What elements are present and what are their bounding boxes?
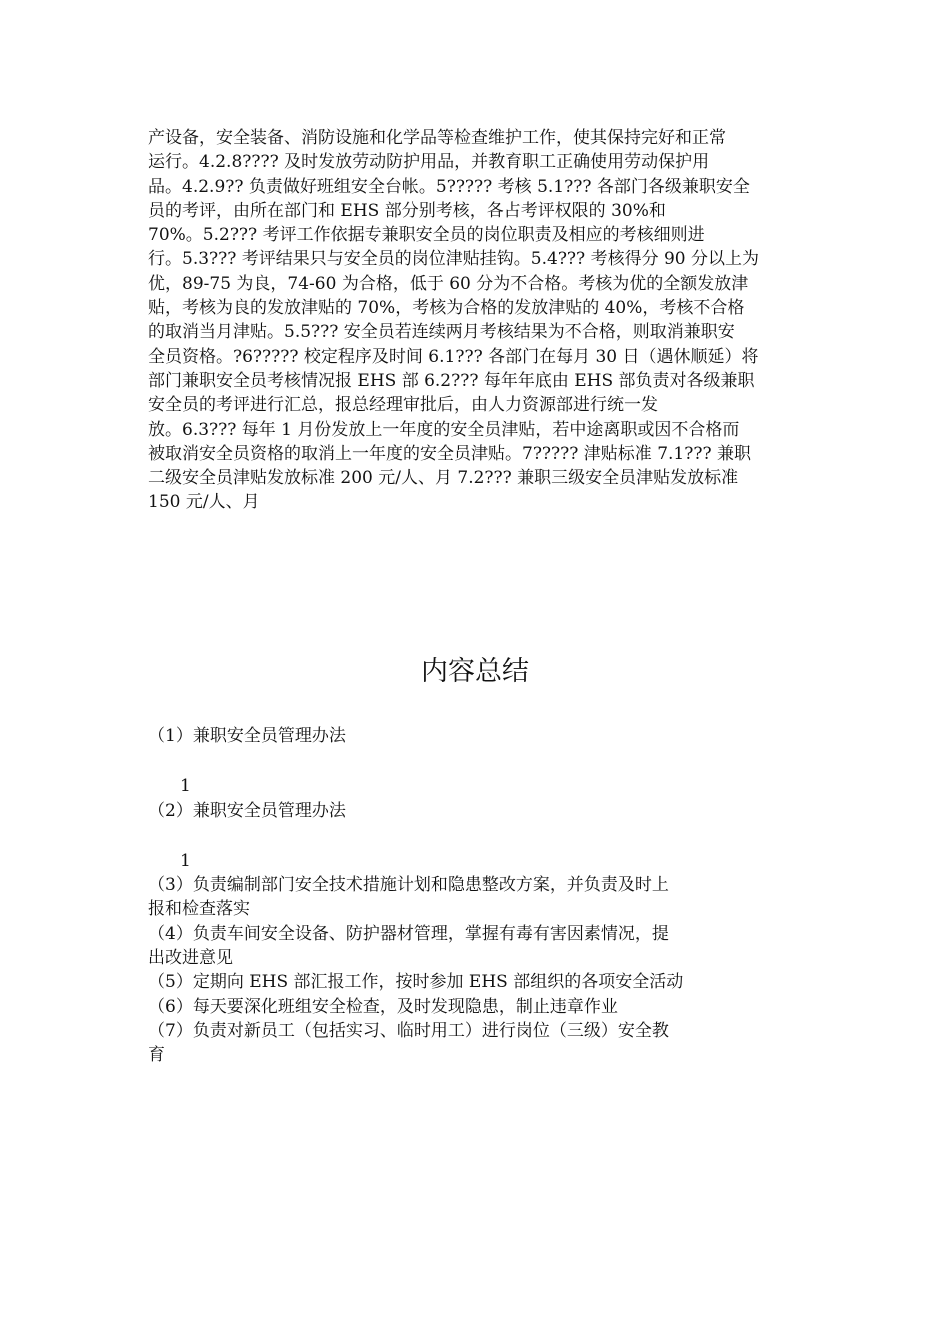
- body-line: 优，89-75 为良，74-60 为合格，低于 60 分为不合格。考核为优的全额发放津: [148, 273, 749, 294]
- summary-item-1-number: 1: [180, 776, 191, 797]
- body-line: 员的考评，由所在部门和 EHS 部分别考核，各占考评权限的 30%和: [148, 200, 666, 221]
- summary-item-2: （2）兼职安全员管理办法: [148, 800, 346, 821]
- summary-item-2-number: 1: [180, 850, 191, 871]
- body-line: 贴，考核为良的发放津贴的 70%，考核为合格的发放津贴的 40%，考核不合格: [148, 298, 745, 319]
- body-line: 运行。4.2.8???? 及时发放劳动防护用品，并教育职工正确使用劳动保护用: [148, 152, 710, 173]
- body-line: 品。4.2.9?? 负责做好班组安全台帐。5????? 考核 5.1??? 各部门各级兼职安全: [148, 176, 750, 197]
- body-line: 二级安全员津贴发放标准 200 元/人、月 7.2??? 兼职三级安全员津贴发放标准: [148, 468, 739, 489]
- summary-item-1: （1）兼职安全员管理办法: [148, 726, 346, 746]
- body-line: 产设备，安全装备、消防设施和化学品等检查维护工作，使其保持完好和正常: [148, 128, 726, 148]
- body-line: 被取消安全员资格的取消上一年度的安全员津贴。7????? 津贴标准 7.1??? 兼职: [148, 443, 751, 464]
- summary-list: [148, 724, 803, 1068]
- body-line: 的取消当月津贴。5.5??? 安全员若连续两月考核结果为不合格，则取消兼职安: [148, 322, 735, 343]
- body-line: 70%。5.2??? 考评工作依据专兼职安全员的岗位职责及相应的考核细则进: [148, 225, 705, 246]
- summary-item-3-cont: 报和检查落实: [148, 899, 250, 920]
- body-paragraph: [148, 126, 803, 515]
- body-line: 全员资格。?6????? 校定程序及时间 6.1??? 各部门在每月 30 日（遇休顺延）将: [148, 346, 759, 367]
- summary-item-5: （5）定期向 EHS 部汇报工作，按时参加 EHS 部组织的各项安全活动: [148, 972, 684, 993]
- body-line: 放。6.3??? 每年 1 月份发放上一年度的安全员津贴，若中途离职或因不合格而: [148, 419, 740, 440]
- body-line: 行。5.3??? 考评结果只与安全员的岗位津贴挂钩。5.4??? 考核得分 90 分以上为: [148, 249, 760, 270]
- body-line: 安全员的考评进行汇总，报总经理审批后，由人力资源部进行统一发: [148, 395, 658, 416]
- summary-heading: 内容总结: [421, 656, 529, 687]
- summary-item-4: （4）负责车间安全设备、防护器材管理，掌握有毒有害因素情况，提: [148, 923, 669, 944]
- summary-item-7: （7）负责对新员工（包括实习、临时用工）进行岗位（三级）安全教: [148, 1020, 669, 1041]
- summary-item-6: （6）每天要深化班组安全检查，及时发现隐患，制止违章作业: [148, 996, 618, 1017]
- summary-item-7-cont: 育: [148, 1045, 165, 1066]
- summary-item-3: （3）负责编制部门安全技术措施计划和隐患整改方案，并负责及时上: [148, 875, 669, 896]
- summary-item-4-cont: 出改进意见: [148, 948, 233, 969]
- body-line: 部门兼职安全员考核情况报 EHS 部 6.2??? 每年年底由 EHS 部负责对各级兼职: [148, 370, 755, 391]
- body-line: 150 元/人、月: [148, 492, 260, 513]
